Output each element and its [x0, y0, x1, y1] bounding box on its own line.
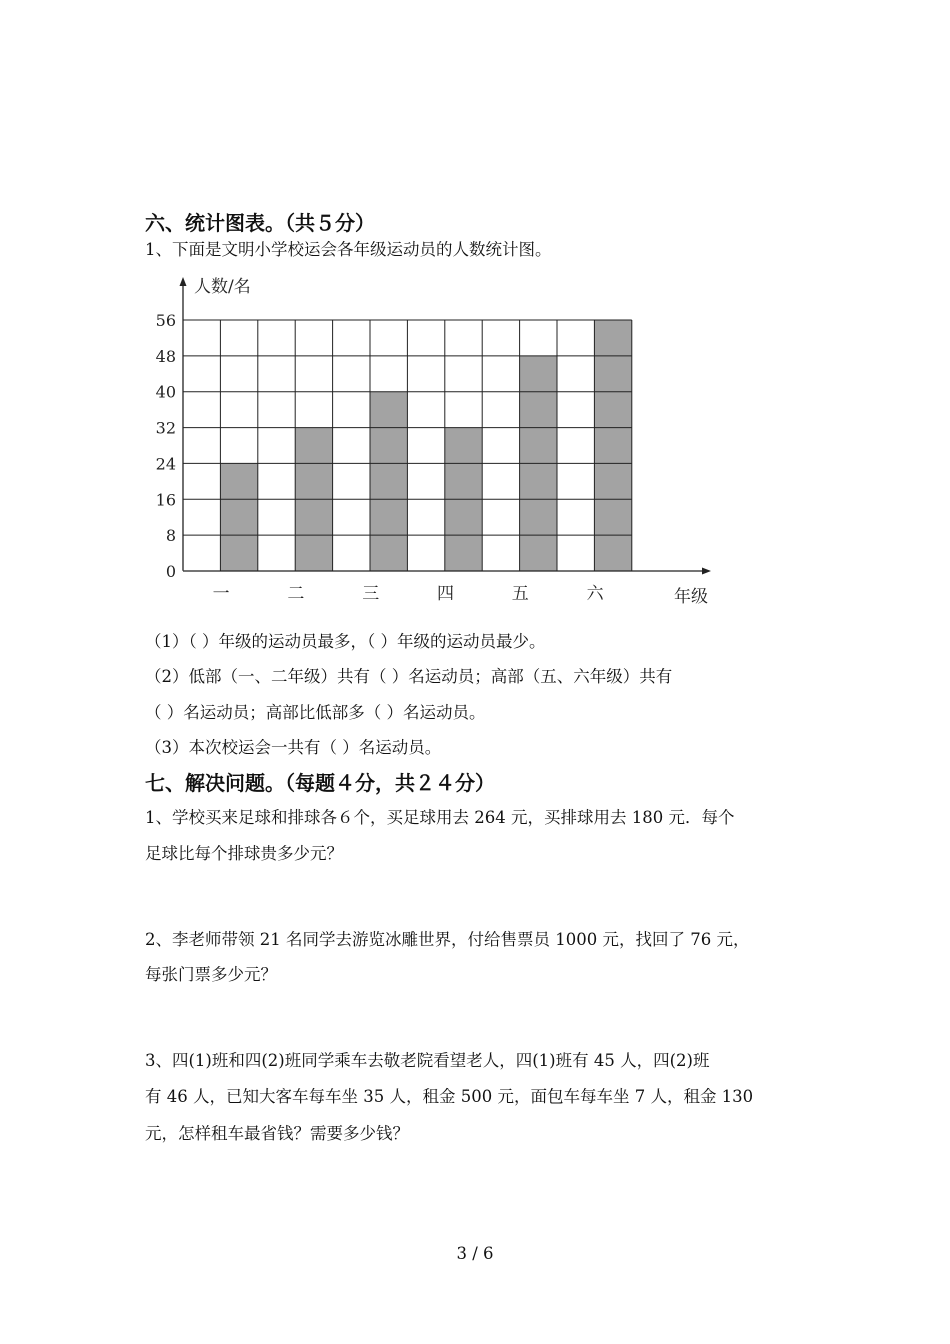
problem-3-line2: 有 46 人，已知大客车每车坐 35 人，租金 500 元，面包车每车坐 7 人，租金 130: [145, 1087, 754, 1106]
y-tick-label: 8: [165, 526, 176, 546]
problem-1-line2: 足球比每个排球贵多少元？: [145, 844, 343, 863]
problem-2-line2: 每张门票多少元？: [145, 965, 277, 984]
y-tick-label: 32: [155, 418, 176, 438]
y-tick-label: 56: [155, 311, 176, 330]
x-tick-label: 四: [437, 584, 454, 604]
y-tick-label: 0: [165, 562, 176, 581]
section6-question-2-line2: （ ）名运动员；高部比低部多（ ）名运动员。: [145, 703, 486, 722]
bar-grade-3: [370, 392, 407, 571]
section6-question-3: （3）本次校运会一共有（ ）名运动员。: [145, 738, 442, 757]
x-tick-label: 一: [212, 584, 230, 604]
problem-3-line1: 3、四(1)班和四(2)班同学乘车去敬老院看望老人，四(1)班有 45 人，四(2)班: [145, 1051, 710, 1070]
y-tick-label: 16: [155, 490, 176, 510]
page-number: 3 / 6: [456, 1244, 494, 1263]
bar-grade-6: [594, 320, 631, 571]
problem-2-line1: 2、李老师带领 21 名同学去游览冰雕世界，付给售票员 1000 元，找回了 76 元，: [145, 930, 750, 949]
x-tick-labels: [213, 584, 605, 604]
y-axis-label: 人数/名: [194, 277, 251, 297]
section6-heading: 六、统计图表。（共５分）: [145, 211, 375, 235]
x-tick-label: 三: [362, 584, 380, 604]
problem-1-line1: 1、学校买来足球和排球各６个，买足球用去 264 元，买排球用去 180 元．每个: [145, 808, 735, 827]
x-tick-label: 二: [287, 584, 305, 604]
x-axis-label: 年级: [674, 587, 708, 607]
y-tick-label: 24: [155, 454, 176, 474]
section6-question-2-line1: （2）低部（一、二年级）共有（ ）名运动员；高部（五、六年级）共有: [145, 667, 673, 686]
bar-chart: [140, 270, 740, 615]
y-tick-label: 40: [155, 382, 176, 402]
problem-3-line3: 元，怎样租车最省钱？需要多少钱？: [145, 1124, 409, 1143]
section6-question-1: （1）（ ）年级的运动员最多，（ ）年级的运动员最少。: [145, 632, 546, 651]
y-axis-arrow: [180, 277, 187, 286]
y-tick-labels: [156, 311, 176, 581]
y-tick-label: 48: [155, 346, 176, 366]
section7-heading: 七、解决问题。（每题４分，共２４分）: [145, 771, 495, 795]
bar-grade-1: [220, 463, 257, 571]
x-tick-label: 五: [511, 584, 529, 604]
x-axis-arrow: [702, 568, 711, 575]
section6-intro: 1、下面是文明小学校运会各年级运动员的人数统计图。: [145, 240, 552, 259]
x-tick-label: 六: [586, 584, 604, 604]
